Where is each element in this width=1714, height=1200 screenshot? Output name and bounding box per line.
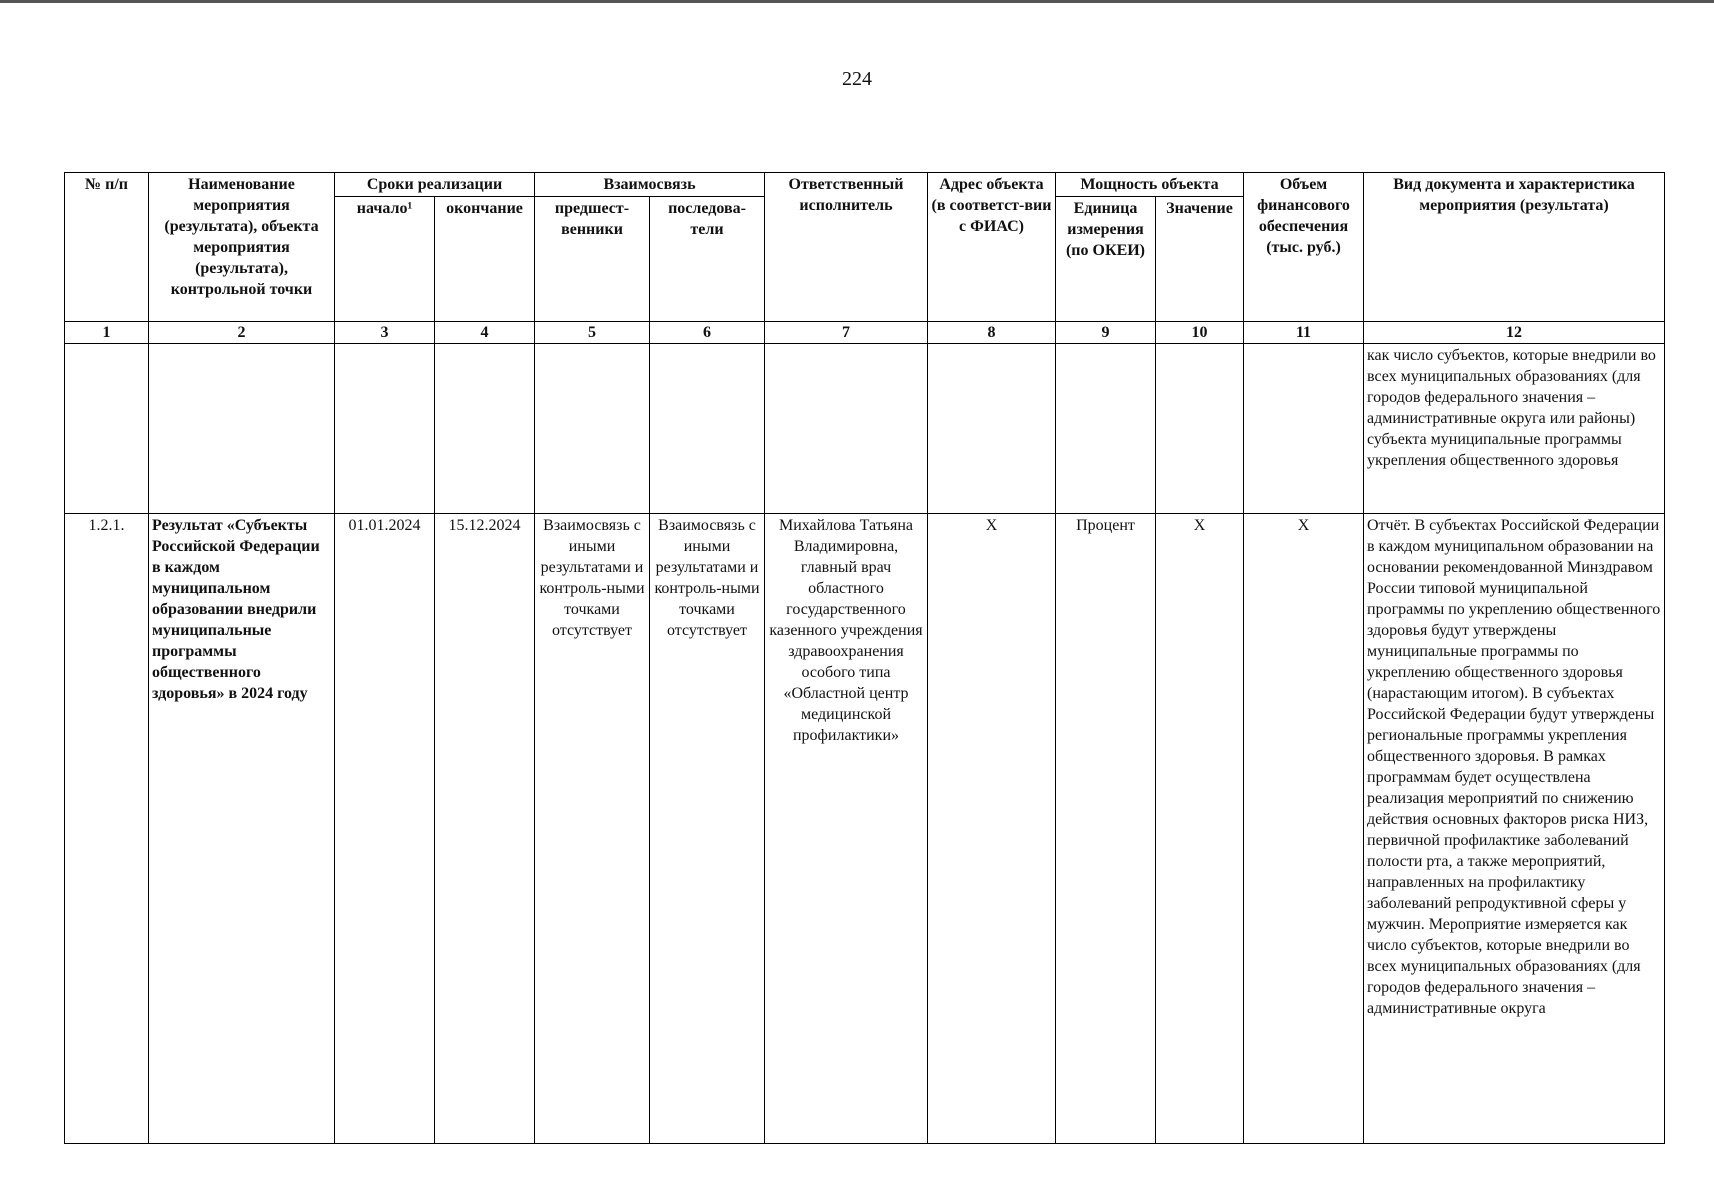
unit: Процент [1056, 514, 1156, 1144]
table-row-1-2-1 [65, 514, 1665, 1144]
start-date: 01.01.2024 [335, 514, 435, 1144]
header-successors: последова-тели [650, 197, 765, 322]
header-start: начало¹ [335, 197, 435, 322]
header-relation: Взаимосвязь [535, 173, 765, 197]
doc-text: Отчёт. В субъектах Российской Федерации в каждом муниципальном образовании на основании рекомендованной Минздравом России типовой муниципальной программы по укреплению общественного здоровья будут утверждены муниципальные программы по укреплению общественного здоровья (нарастающим итогом). В субъектах Российской Федерации будут утверждены региональные программы укрепления общественного здоровья. В рамках программам будет осуществлена реализация мероприятий по снижению действия основных факторов риска НИЗ, первичной профилактике заболеваний полости рта, а также мероприятий, направленных на профилактику заболеваний репродуктивной сферы у мужчин. Мероприятие измеряется как число субъектов, которые внедрили во всех муниципальных образованиях (для городов федерального значения – административные округа [1364, 514, 1665, 1144]
predecessors: Взаимосвязь с иными результатами и контроль-ными точками отсутствует [535, 514, 650, 1144]
result-name: Результат «Субъекты Российской Федерации в каждом муниципальном образовании внедрили муниципальные программы общественного здоровья» в 2024 году [149, 514, 335, 1144]
header-row-1 [65, 173, 1665, 197]
header-value: Значение [1156, 197, 1244, 322]
col-num: 5 [535, 322, 650, 344]
col-num: 3 [335, 322, 435, 344]
responsible: Михайлова Татьяна Владимировна, главный врач областного государственного казенного учреждения здравоохранения особого типа «Областной центр медицинской профилактики» [765, 514, 928, 1144]
header-end: окончание [435, 197, 535, 322]
header-terms: Сроки реализации [335, 173, 535, 197]
header-predecessors: предшест-венники [535, 197, 650, 322]
col-num: 12 [1364, 322, 1665, 344]
end-date: 15.12.2024 [435, 514, 535, 1144]
header-responsible: Ответственный исполнитель [765, 173, 928, 322]
col-num: 7 [765, 322, 928, 344]
header-unit: Единица измерения (по ОКЕИ) [1056, 197, 1156, 322]
finance: X [1244, 514, 1364, 1144]
row-number: 1.2.1. [65, 514, 149, 1144]
table-row-continued [65, 344, 1665, 514]
value: X [1156, 514, 1244, 1144]
header-address: Адрес объекта (в соответст-вии с ФИАС) [928, 173, 1056, 322]
header-doc: Вид документа и характеристика мероприятия (результата) [1364, 173, 1665, 322]
doc-text-continued: как число субъектов, которые внедрили во всех муниципальных образованиях (для городов федерального значения – административные округа или районы) субъекта муниципальные программы укрепления общественного здоровья [1364, 344, 1665, 514]
header-n: № п/п [65, 173, 149, 322]
successors: Взаимосвязь с иными результатами и контроль-ными точками отсутствует [650, 514, 765, 1144]
col-num: 10 [1156, 322, 1244, 344]
col-num: 1 [65, 322, 149, 344]
col-num: 9 [1056, 322, 1156, 344]
col-num: 11 [1244, 322, 1364, 344]
column-number-row [65, 322, 1665, 344]
address: X [928, 514, 1056, 1144]
header-capacity: Мощность объекта [1056, 173, 1244, 197]
top-rule [0, 0, 1714, 3]
col-num: 4 [435, 322, 535, 344]
col-num: 8 [928, 322, 1056, 344]
page-number: 224 [842, 68, 872, 90]
activities-table [64, 172, 1665, 1144]
header-name: Наименование мероприятия (результата), объекта мероприятия (результата), контрольной точки [149, 173, 335, 322]
col-num: 2 [149, 322, 335, 344]
header-finance: Объем финансового обеспечения (тыс. руб.) [1244, 173, 1364, 322]
col-num: 6 [650, 322, 765, 344]
